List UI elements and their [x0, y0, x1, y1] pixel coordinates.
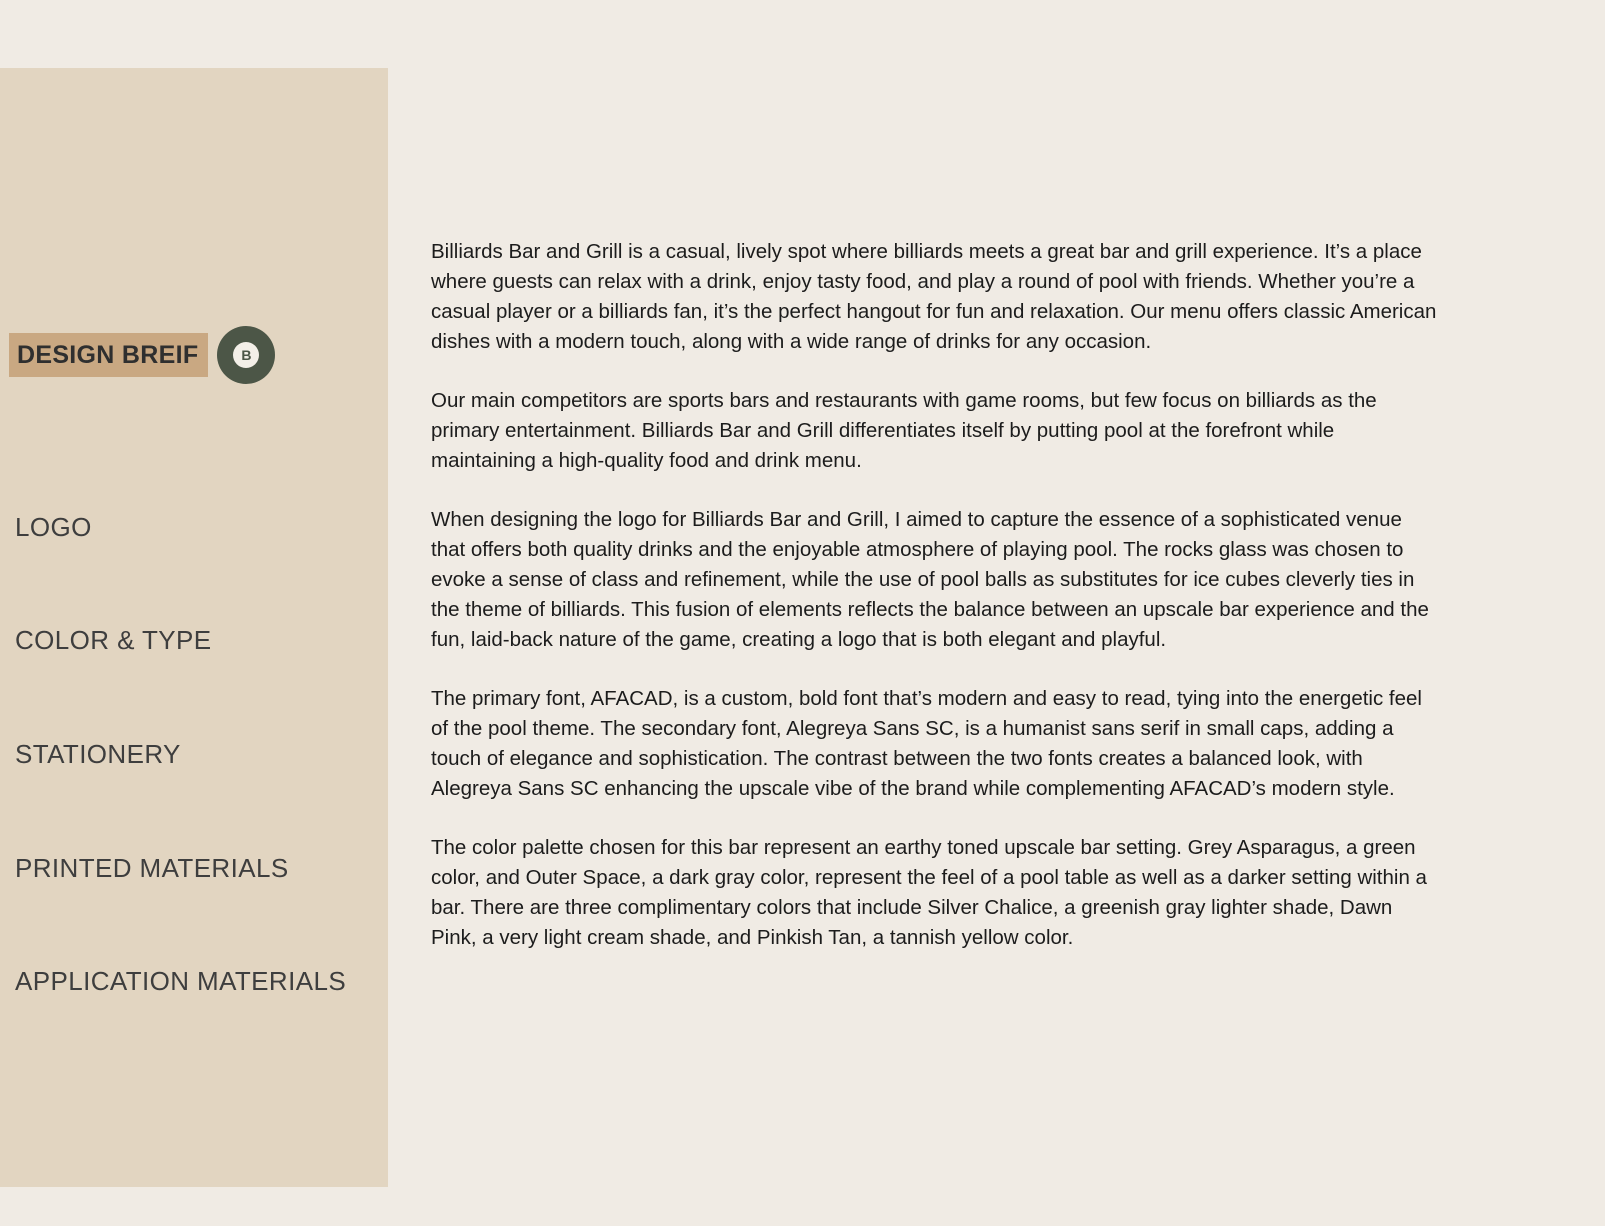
sidebar-item-design-brief[interactable]	[9, 326, 275, 384]
badge-letter: B	[233, 342, 259, 368]
sidebar-item-application-materials[interactable]: APPLICATION MATERIALS	[15, 966, 347, 996]
paragraph-typography: The primary font, AFACAD, is a custom, bold font that’s modern and easy to read, tying into the energetic feel of the pool theme. The secondary font, Alegreya Sans SC, is a humanist sans serif in small caps, adding a touch of elegance and sophistication. The contrast between the two fonts creates a balanced look, with Alegreya Sans SC enhancing the upscale vibe of the brand while complementing AFACAD’s modern style.	[431, 687, 1422, 800]
sidebar-nav	[0, 68, 388, 1187]
paragraph-competitors: Our main competitors are sports bars and restaurants with game rooms, but few focus on billiards as the primary entertainment. Billiards Bar and Grill differentiates itself by putting pool at the forefront while maintaining a high-quality food and drink menu.	[431, 389, 1377, 472]
sidebar-item-color-type[interactable]: COLOR & TYPE	[15, 625, 212, 655]
sidebar-item-stationery[interactable]: STATIONERY	[15, 739, 181, 769]
sidebar-item-printed-materials[interactable]: PRINTED MATERIALS	[15, 853, 289, 883]
design-brief-text	[431, 237, 1441, 982]
paragraph-overview: Billiards Bar and Grill is a casual, lively spot where billiards meets a great bar and grill experience. It’s a place where guests can relax with a drink, enjoy tasty food, and play a round of pool with friends. Whether you’re a casual player or a billiards fan, it’s the perfect hangout for fun and relaxation. Our menu offers classic American dishes with a modern touch, along with a wide range of drinks for any occasion.	[431, 240, 1437, 353]
sidebar-item-label: DESIGN BREIF	[9, 333, 208, 377]
paragraph-logo-rationale: When designing the logo for Billiards Bar and Grill, I aimed to capture the essence of a sophisticated venue that offers both quality drinks and the enjoyable atmosphere of playing pool. The rocks glass was chosen to evoke a sense of class and refinement, while the use of pool balls as substitutes for ice cubes cleverly ties in the theme of billiards. This fusion of elements reflects the balance between an upscale bar experience and the fun, laid-back nature of the game, creating a logo that is both elegant and playful.	[431, 508, 1429, 651]
billiard-ball-icon	[217, 326, 275, 384]
paragraph-color-palette: The color palette chosen for this bar represent an earthy toned upscale bar setting. Grey Asparagus, a green color, and Outer Space, a dark gray color, represent the feel of a pool table as well as a darker setting within a bar. There are three complimentary colors that include Silver Chalice, a greenish gray lighter shade, Dawn Pink, a very light cream shade, and Pinkish Tan, a tannish yellow color.	[431, 836, 1427, 949]
sidebar-item-logo[interactable]: LOGO	[15, 512, 92, 542]
